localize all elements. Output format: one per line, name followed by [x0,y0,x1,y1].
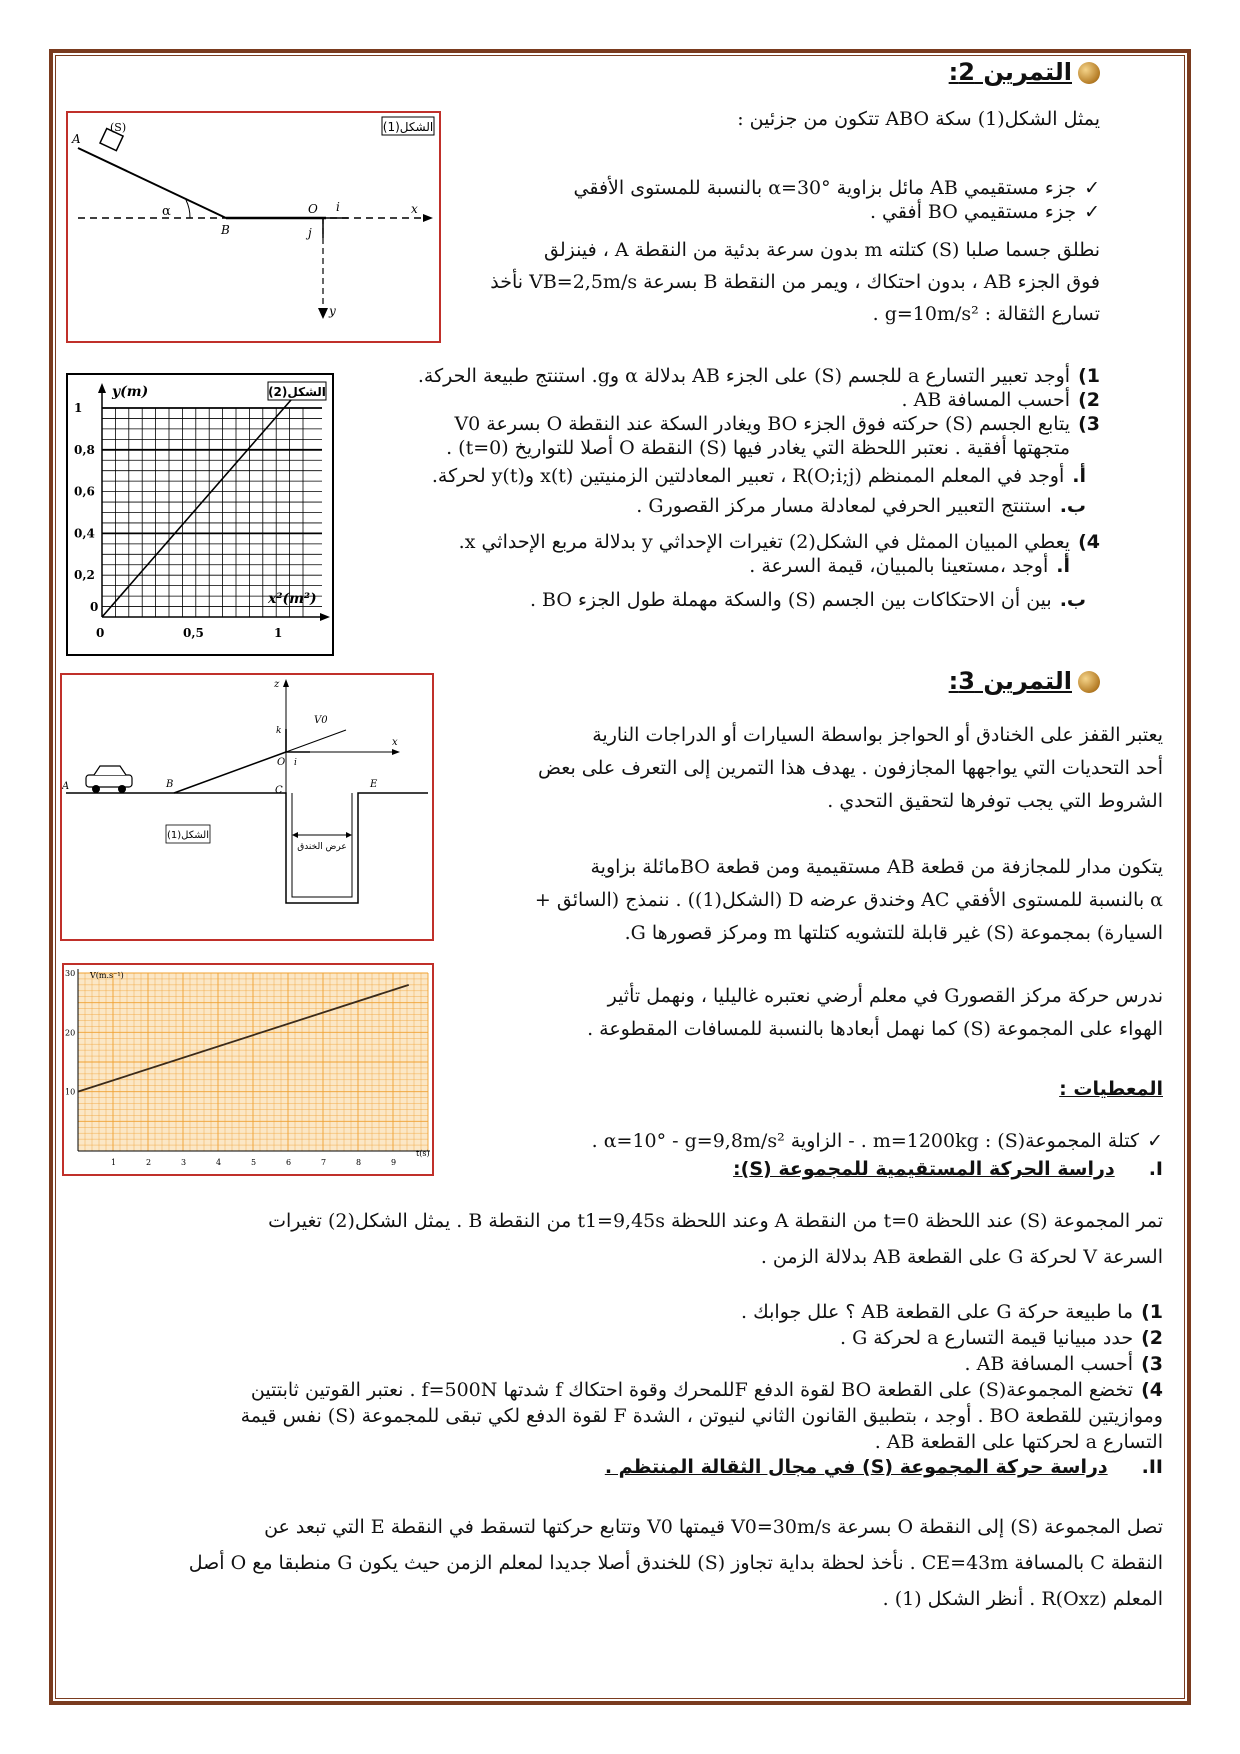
ex3-para-1 [443,719,1163,818]
chart2-xtick: 9 [391,1158,397,1167]
chart1-xticks [96,626,282,640]
angle-arc [186,200,190,218]
ex2-bullet-1: ✓جزء مستقيمي AB مائل بزاوية α=30° بالنسبة للمستوى الأفقي [573,177,1100,199]
point-O-label: O [308,202,318,216]
ex2-q3b: ب.استنتج التعبير الحرفي لمعادلة مسار مركز القصورG . [636,495,1086,517]
ex2-q3-cont: متجهتها أفقية . نعتبر اللحظة التي يغادر فيها (S) النقطة O أصلا للتواريخ (t=0) . [446,437,1070,459]
chart1-fig-label: الشكل(2) [268,385,326,399]
trench-width-label: عرض الخندق [297,842,347,852]
part-II-title: دراسة حركة المجموعة (S) في مجال الثقالة المنتظم . [604,1456,1108,1478]
ex3-part-I-heading [443,1158,1163,1180]
vector-j-label: j [308,226,312,240]
part-I-q2: 2)حدد مبيانيا قيمة التسارع a لحركة G . [839,1327,1163,1349]
ex3-part-II-text [73,1509,1163,1617]
ex2-figure-1-svg [68,113,439,341]
chart1-xtick: 0 [96,626,105,640]
ex2-figure-1 [66,111,441,343]
y-arrow-icon [318,308,328,319]
point-C-label: C [275,785,283,796]
fig-label: الشكل(1) [166,830,210,841]
check-icon: ✓ [1084,177,1100,199]
chart2-xtick: 4 [216,1158,222,1167]
ex2-title-text: التمرين 2: [948,58,1072,86]
chart2-ytick: 20 [65,1028,76,1038]
chart2-xtick: 6 [286,1158,292,1167]
ex3-figure-1-svg [62,675,432,939]
axis-y-label: y [329,304,336,318]
chart1-ytick: 0,8 [74,442,95,457]
x-arrow-icon [392,749,400,755]
chart2-xtick: 2 [146,1158,152,1167]
ex3-p3-line: ندرس حركة مركز القصورG في معلم أرضي نعتبره غاليليا ، ونهمل تأثير [607,985,1163,1007]
ex2-chart-svg [68,375,332,654]
ex2-para-line: نطلق جسما صلبا (S) كتلته m بدون سرعة بدئية من النقطة A ، فينزلق [544,239,1100,261]
ex2-q4a: أ.أوجد ،مستعينا بالمبيان، قيمة السرعة . [749,555,1070,577]
ex3-p1-line: يعتبر القفز على الخنادق أو الحواجز بواسطة السيارات أو الدراجات النارية [592,724,1163,746]
chart2-xtick: 3 [181,1158,187,1167]
chart1-ytick: 1 [74,401,83,415]
point-A-label: A [72,132,81,146]
chart2-yticks [65,969,75,1097]
chart1-y-arrow [98,383,106,393]
vector-V0 [286,730,346,752]
ex2-q4: 4)يعطي المبيان الممثل في الشكل(2) تغيرات الإحداثي y بدلالة مربع الإحداثي x. [458,531,1100,553]
z-arrow-icon [283,679,289,687]
chart1-ytick: 0,6 [74,484,95,499]
part-I-q4-cont: التسارع a لحركتها على القطعة AB . [874,1431,1163,1453]
part-I-title: دراسة الحركة المستقيمية للمجموعة (S): [733,1158,1115,1180]
chart2-ytick: 10 [65,1087,76,1097]
part-I-line: السرعة V لحركة G على القطعة AB بدلالة الزمن . [760,1246,1163,1268]
point-O-label: O [277,757,286,768]
ex3-chart-svg [64,965,432,1174]
car-icon [86,766,132,793]
ex3-title-text: التمرين 3: [948,667,1072,695]
point-B-label: B [166,779,174,790]
ex2-para-line: تسارع الثقالة : g=10m/s² . [872,303,1100,325]
ex3-part-I-questions [73,1299,1163,1455]
part-II-line: النقطة C بالمسافة CE=43m . نأخذ لحظة بداية تجاوز (S) للخندق أصلا جديدا لمعلم الزمن حيث يكون G منطبقا مع O أصل [188,1552,1163,1574]
vector-i-label: i [336,200,340,214]
width-arrow-right-icon [346,832,352,838]
ramp-BO [174,752,286,793]
ex3-para-3 [443,980,1163,1046]
check-icon: ✓ [1084,201,1100,223]
ex3-p1-line: الشروط التي يجب توفرها لتحقيق التحدي . [827,790,1163,812]
ex3-figure-1 [60,673,434,941]
chart2-xlabel: t(s) [416,1149,430,1158]
ex2-para-line: فوق الجزء AB ، بدون احتكاك ، ويمر من النقطة B بسرعة VB=2,5m/s نأخذ [490,271,1100,293]
x-arrow-icon [423,214,433,222]
ex2-q1: 1)أوجد تعبير التسارع a للجسم (S) على الجزء AB بدلالة α وg. استنتج طبيعة الحركة. [417,365,1100,387]
point-B-label: B [221,223,230,237]
incline-AB [78,148,226,218]
ex2-title [949,58,1100,86]
ex2-figure-2 [66,373,334,656]
chart2-xtick: 1 [111,1158,117,1167]
chart2-xtick: 8 [356,1158,362,1167]
width-arrow-left-icon [292,832,298,838]
chart1-ytick: 0,2 [74,568,95,583]
chart1-ytick: 0,4 [74,526,95,541]
bullet-ball-icon [1078,62,1100,84]
ex3-part-II-heading [73,1456,1163,1478]
part-I-q3: 3)أحسب المسافة AB . [964,1353,1163,1375]
ex3-part-I-text [73,1203,1163,1275]
chart2-ylabel: V(m.s⁻¹) [90,971,124,980]
chart1-x-arrow [320,613,330,621]
ex3-figure-2 [62,963,434,1176]
point-A-label: A [62,781,70,792]
ex3-title [949,667,1100,695]
part-I-q4-cont: وموازيتين للقطعة BO . أوجد ، بتطبيق القانون الثاني لنيوتن ، الشدة F لقوة الدفع لكي تبقى للمجموعة (S) نفس قيمة [240,1405,1163,1427]
part-I-number: I. [1148,1158,1163,1180]
alpha-label: α [162,204,171,219]
vector-i-label: i [294,758,297,768]
ex3-para-2 [443,851,1163,950]
ex3-p2-line: α بالنسبة للمستوى الأفقي AC وخندق عرضه D (الشكل(1)) . ننمذج (السائق + [534,889,1163,911]
ground-and-trench [66,793,428,903]
chart1-xtick: 0,5 [183,626,204,640]
part-II-line: تصل المجموعة (S) إلى النقطة O بسرعة V0=30m/s قيمتها V0 وتتابع حركتها لتسقط في النقطة E التي تبعد عن [264,1516,1163,1538]
chart2-xticks [111,1158,396,1167]
chart1-xtick: 1 [274,626,283,640]
fig-label: الشكل(1) [382,120,434,134]
ex2-q3a: أ.أوجد في المعلم الممنظم R(O;i;j) ، تعبير المعادلتين الزمنيتين x(t) وy(t) لحركة. [431,465,1086,487]
chart2-xtick: 7 [321,1158,327,1167]
ex3-p1-line: أحد التحديات التي يواجهها المجازفون . يهدف هذا التمرين إلى التعرف على بعض [538,757,1163,779]
ex2-q2: 2)أحسب المسافة AB . [901,389,1100,411]
ex3-p3-line: الهواء على المجموعة (S) كما نهمل أبعادها بالنسبة للمسافات المقطوعة . [587,1018,1163,1040]
part-II-number: II. [1141,1456,1163,1478]
ex3-data-line: ✓كتلة المجموعة(S) : m=1200kg . - الزاوية α=10° - g=9,8m/s² . [591,1130,1163,1152]
vector-V0-label: V0 [314,715,328,726]
check-icon: ✓ [1147,1130,1163,1152]
ex2-q3: 3)يتابع الجسم (S) حركته فوق الجزء BO ويغادر السكة عند النقطة O بسرعة V0 [454,413,1100,435]
axis-x-label: x [392,737,398,748]
axis-z-label: z [274,679,280,690]
ex2-questions [330,364,1100,612]
vector-k-label: k [276,726,282,736]
chart1-ytick: 0 [90,600,99,614]
ex2-para [400,234,1100,330]
bullet-ball-icon [1078,671,1100,693]
chart2-xtick: 5 [251,1158,257,1167]
chart1-ylabel: y(m) [112,384,149,400]
chart2-grid [78,969,430,1151]
ex2-intro: يمثل الشكل(1) سكة ABO تتكون من جزئين : [737,108,1100,130]
chart2-ytick: 30 [65,969,76,978]
ex2-bullet-2: ✓جزء مستقيمي BO أفقي . [869,201,1100,223]
ex3-p2-line: يتكون مدار للمجازفة من قطعة AB مستقيمية ومن قطعة BOمائلة بزاوية [590,856,1163,878]
part-II-line: المعلم R(Oxz) . أنظر الشكل (1) . [882,1588,1163,1610]
axis-x-label: x [411,202,418,216]
point-E-label: E [370,779,378,790]
chart1-yticks [74,401,98,614]
part-I-q4: 4)تخضع المجموعة(S) على القطعة BO لقوة الدفع Fللمحرك وقوة احتكاك f شدتها f=500N . نعتبر القوتين ثابتتين [250,1379,1163,1401]
chart1-grid [102,408,322,617]
point-S-label: (S) [110,121,127,134]
ex3-p2-line: السيارة) بمجموعة (S) غير قابلة للتشويه كتلتها m ومركز قصورها G. [624,922,1163,944]
part-I-q1: 1)ما طبيعة حركة G على القطعة AB ؟ علل جوابك . [741,1301,1163,1323]
ex3-data-title: المعطيات : [1059,1078,1163,1100]
part-I-line: تمر المجموعة (S) عند اللحظة t=0 من النقطة A وعند اللحظة t1=9,45s من النقطة B . يمثل الشكل(2) تغيرات [268,1210,1163,1232]
ex2-bullets [460,176,1100,224]
chart1-xlabel: x²(m²) [268,591,317,607]
ex2-q4b: ب.بين أن الاحتكاكات بين الجسم (S) والسكة مهملة طول الجزء BO . [529,589,1086,611]
